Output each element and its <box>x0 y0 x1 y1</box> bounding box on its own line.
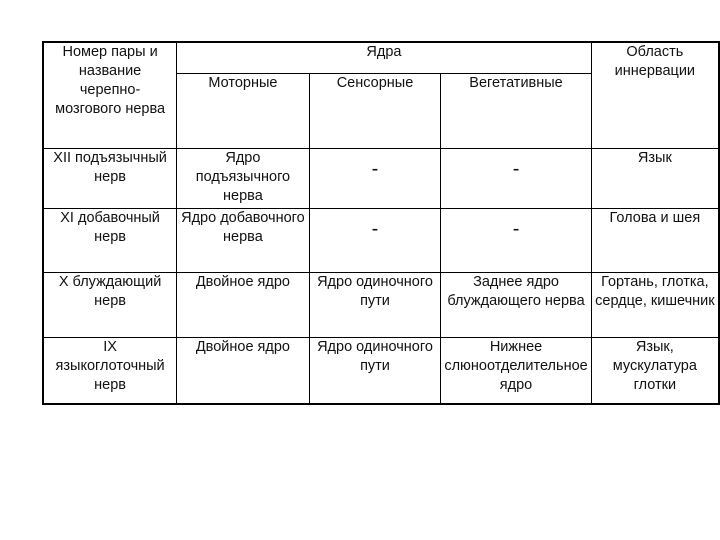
vegetative-nucleus-cell: Заднее ядро блуждающего нерва <box>441 272 591 337</box>
nerve-name-cell: XI добавочный нерв <box>43 208 177 272</box>
motor-nucleus-cell: Ядро подъязычного нерва <box>177 148 309 208</box>
table-row <box>43 148 719 208</box>
innervation-area-cell: Язык, мускулатура глотки <box>591 337 719 404</box>
cranial-nerves-table <box>42 41 720 405</box>
header-motor: Моторные <box>177 73 309 148</box>
vegetative-nucleus-cell: - <box>441 148 591 208</box>
header-vegetative: Вегетативные <box>441 73 591 148</box>
header-nerve-name: Номер пары и название черепно-мозгового нерва <box>43 42 177 148</box>
header-sensory: Сенсорные <box>309 73 441 148</box>
nerve-name-cell: X блуждающий нерв <box>43 272 177 337</box>
motor-nucleus-cell: Двойное ядро <box>177 272 309 337</box>
innervation-area-cell: Язык <box>591 148 719 208</box>
motor-nucleus-cell: Ядро добавочного нерва <box>177 208 309 272</box>
innervation-area-cell: Голова и шея <box>591 208 719 272</box>
header-innervation-area: Область иннервации <box>591 42 719 148</box>
nerve-name-cell: XII подъязычный нерв <box>43 148 177 208</box>
sensory-nucleus-cell: - <box>309 148 441 208</box>
header-row-1 <box>43 42 719 73</box>
table-row <box>43 337 719 404</box>
motor-nucleus-cell: Двойное ядро <box>177 337 309 404</box>
sensory-nucleus-cell: Ядро одиночного пути <box>309 337 441 404</box>
table-row <box>43 208 719 272</box>
innervation-area-cell: Гортань, глотка, сердце, кишечник <box>591 272 719 337</box>
vegetative-nucleus-cell: - <box>441 208 591 272</box>
sensory-nucleus-cell: - <box>309 208 441 272</box>
vegetative-nucleus-cell: Нижнее слюноотделительное ядро <box>441 337 591 404</box>
header-nuclei: Ядра <box>177 42 592 73</box>
nerve-name-cell: IX языкоглоточный нерв <box>43 337 177 404</box>
sensory-nucleus-cell: Ядро одиночного пути <box>309 272 441 337</box>
table-row <box>43 272 719 337</box>
